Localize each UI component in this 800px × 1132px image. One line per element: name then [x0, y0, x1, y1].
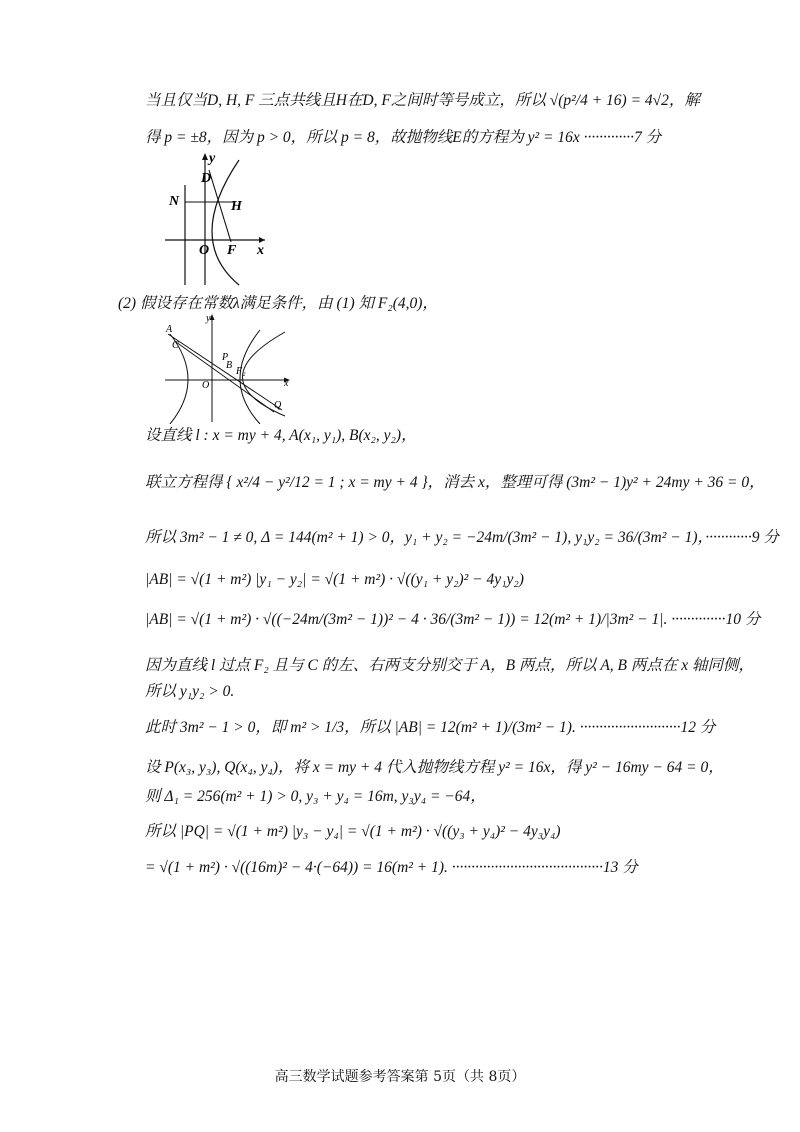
- label-N: N: [169, 194, 180, 209]
- label-C: C: [172, 340, 179, 351]
- text-line-12: 设 P(x₃, y₃), Q(x₄, y₄)，将 x = my + 4 代入抛物线方程 y² = 16x，得 y² − 16my − 64 = 0，: [145, 759, 724, 776]
- label-y: y: [209, 151, 216, 166]
- text-line-2: 得 p = ±8，因为 p > 0，所以 p = 8，故抛物线E的方程为 y² = 16x ·············7 分: [145, 129, 662, 146]
- text-line-10: 所以 y₁y₂ > 0.: [145, 683, 235, 700]
- text-line-4: 设直线 l : x = my + 4, A(x₁, y₁), B(x₂, y₂)，: [145, 427, 417, 444]
- label-P: P: [222, 352, 229, 363]
- page-footer: 高三数学试题参考答案第 5页（共 8页）: [274, 1069, 526, 1085]
- text-line-11: 此时 3m² − 1 > 0，即 m² > 1/3，所以 |AB| = 12(m² + 1)/(3m² − 1). ··························12 分: [145, 719, 716, 736]
- text-line-6: 所以 3m² − 1 ≠ 0, Δ = 144(m² + 1) > 0，y₁ + y₂ = −24m/(3m² − 1), y₁y₂ = 36/(3m² − 1)，············9 分: [145, 529, 779, 546]
- label-A: A: [166, 324, 173, 335]
- hyperbola-diagram: [160, 312, 295, 424]
- text-line-3: (2) 假设存在常数λ满足条件，由 (1) 知 F₂(4,0)，: [118, 295, 438, 312]
- text-line-8: |AB| = √(1 + m²) · √((−24m/(3m² − 1))² − 4 · 36/(3m² − 1)) = 12(m² + 1)/|3m² − 1|. ··············10 分: [145, 611, 761, 628]
- text-line-1: 当且仅当D, H, F 三点共线且H在D, F之间时等号成立，所以 √(p²/4 + 16) = 4√2，解: [145, 92, 700, 109]
- label-O2: O: [202, 380, 210, 391]
- text-line-7: |AB| = √(1 + m²) |y₁ − y₂| = √(1 + m²) · √((y₁ + y₂)² − 4y₁y₂): [145, 571, 524, 588]
- label-O: O: [199, 243, 210, 258]
- text-line-5: 联立方程得 { x²/4 − y²/12 = 1 ; x = my + 4 }，消去 x，整理可得 (3m² − 1)y² + 24my + 36 = 0，: [145, 474, 765, 491]
- text-line-15: = √(1 + m²) · √((16m)² − 4·(−64)) = 16(m² + 1). ·······································13 分: [145, 859, 638, 876]
- label-F: F: [227, 243, 237, 258]
- text-line-13: 则 Δ₁ = 256(m² + 1) > 0, y₃ + y₄ = 16m, y₃y₄ = −64，: [145, 788, 486, 805]
- label-D: D: [201, 171, 212, 186]
- label-F2: F₂: [236, 366, 246, 377]
- label-x: x: [257, 243, 264, 258]
- label-H: H: [231, 199, 242, 214]
- label-Q: Q: [274, 400, 282, 411]
- label-x2: x: [284, 378, 289, 389]
- label-B: B: [226, 360, 233, 371]
- parabola-diagram: [165, 150, 275, 290]
- text-line-14: 所以 |PQ| = √(1 + m²) |y₃ − y₄| = √(1 + m²) · √((y₃ + y₄)² − 4y₃y₄): [145, 823, 561, 840]
- text-line-9: 因为直线 l 过点 F₂ 且与 C 的左、右两支分别交于 A，B 两点，所以 A, B 两点在 x 轴同侧，: [145, 657, 755, 674]
- label-y2: y: [206, 313, 211, 324]
